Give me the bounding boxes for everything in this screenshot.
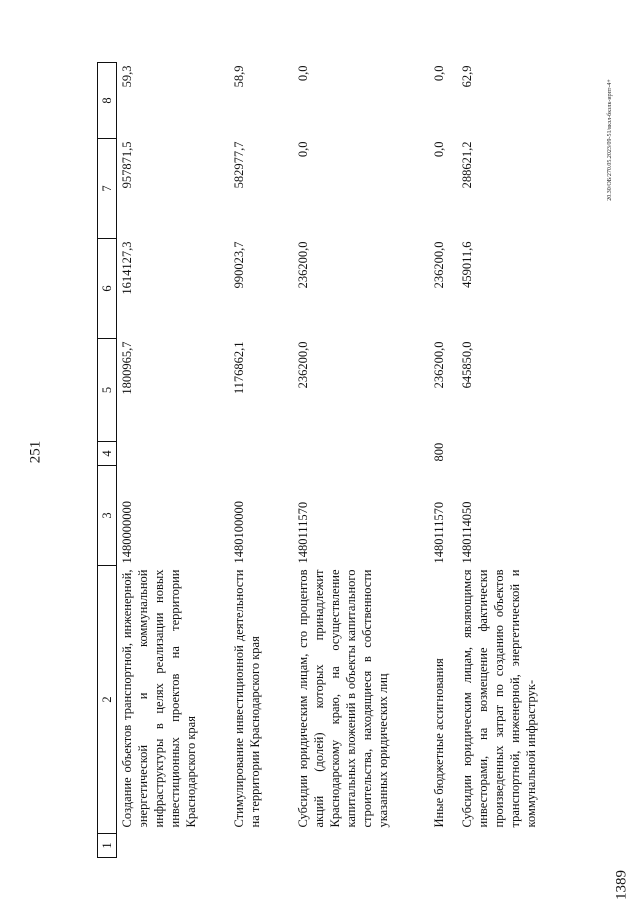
row-value-8: 62,9	[459, 65, 474, 88]
row-name: Субсидии юридическим лицам, сто процентов акций (долей) которых принадлежит Краснодарскому краю, на осуществление капитальных вложений в объекты капитального строительства, находящиеся в собственности указанных юридических лиц	[295, 569, 390, 828]
row-value-7: 582977,7	[231, 141, 246, 189]
row-value-8: 59,3	[120, 65, 134, 88]
row-expense-type	[293, 442, 429, 466]
row-number-cell	[429, 834, 457, 858]
table-row	[457, 63, 541, 858]
row-expense-type	[457, 442, 541, 466]
header-col-5: 5	[98, 339, 117, 442]
row-value-6: 236200,0	[295, 241, 310, 289]
header-col-7: 7	[98, 139, 117, 239]
row-value-7: 957871,5	[120, 141, 134, 189]
table-row	[117, 63, 229, 858]
row-target-code: 1480000000	[120, 501, 134, 564]
row-value-6: 990023,7	[231, 241, 246, 289]
footer-page-number: 1389	[613, 870, 630, 900]
row-target-code: 1480111570	[295, 501, 310, 564]
row-value-8: 58,9	[231, 65, 246, 88]
row-expense-type: 800	[431, 442, 446, 462]
row-value-5: 236200,0	[431, 341, 446, 389]
row-name: Создание объектов транспортной, инженерной, энергетической и коммунальной инфраструктуры в целях реализации новых инвестиционных проектов на территории Краснодарского края	[120, 569, 198, 828]
row-value-5: 236200,0	[295, 341, 310, 389]
row-expense-type	[117, 442, 229, 466]
budget-table	[97, 62, 541, 858]
row-value-5: 645850,0	[459, 341, 474, 389]
header-col-2: 2	[98, 566, 117, 834]
row-number-cell	[293, 834, 429, 858]
row-value-8: 0,0	[431, 65, 446, 82]
row-number-cell	[117, 834, 229, 858]
budget-table-container	[97, 63, 538, 858]
header-col-3: 3	[98, 466, 117, 566]
row-target-code: 1480100000	[231, 501, 246, 564]
row-value-7: 0,0	[295, 141, 310, 158]
row-value-6: 459011,6	[459, 241, 474, 288]
row-target-code: 1480111570	[431, 501, 446, 564]
table-header-row	[98, 63, 117, 858]
page-number: 251	[27, 440, 44, 464]
row-value-6: 236200,0	[431, 241, 446, 289]
row-name: Субсидии юридическим лицам, являющимся инвесторами, на возмещение фактически произведенных затрат по созданию объектов транспортной, инженерной, энергетической и коммунальной инфраструк-	[459, 569, 538, 828]
header-col-4: 4	[98, 442, 117, 466]
row-value-6: 1614127,3	[120, 241, 134, 295]
document-code: 20.30/ОБ/270.05.2023/09-51/вкзл-бкзлк-ирпт-4+	[607, 79, 613, 201]
row-number-cell	[457, 834, 541, 858]
row-name: Иные бюджетные ассигнования	[431, 658, 446, 828]
row-name: Стимулирование инвестиционной деятельности на территории Краснодарского края	[231, 569, 262, 828]
table-row	[429, 63, 457, 858]
row-value-7: 288621,2	[459, 141, 474, 189]
header-col-8: 8	[98, 63, 117, 139]
row-value-8: 0,0	[295, 65, 310, 82]
header-col-6: 6	[98, 239, 117, 339]
table-row	[229, 63, 293, 858]
row-value-5: 1800965,7	[120, 341, 134, 395]
row-value-7: 0,0	[431, 141, 446, 158]
row-value-5: 1176862,1	[231, 341, 246, 395]
header-col-1: 1	[98, 834, 117, 858]
row-number-cell	[229, 834, 293, 858]
table-row	[293, 63, 429, 858]
row-expense-type	[229, 442, 293, 466]
row-target-code: 1480114050	[459, 501, 474, 564]
